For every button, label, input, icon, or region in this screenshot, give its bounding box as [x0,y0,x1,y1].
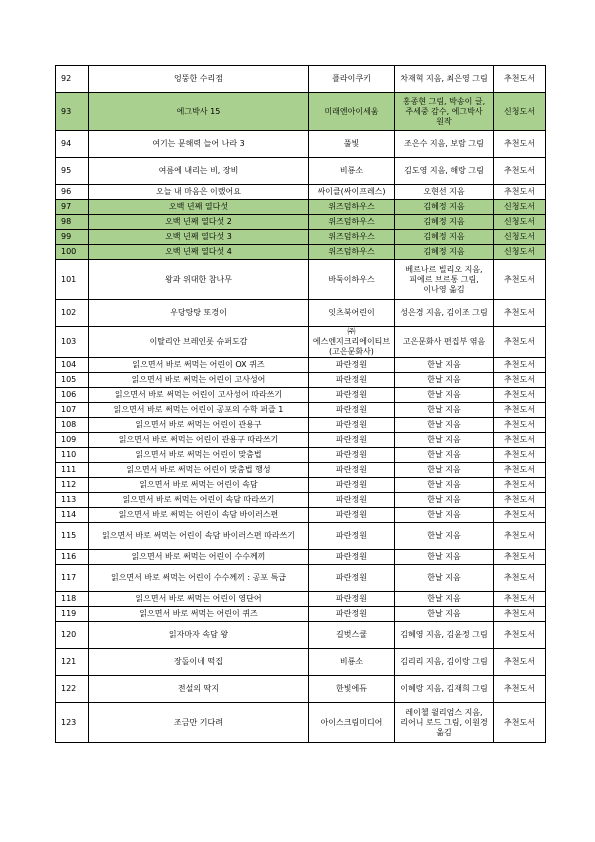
table-row [56,493,546,508]
table-row [56,622,546,649]
row-number: 106 [56,388,89,403]
book-publisher: 플라이쿠키 [309,66,395,93]
book-type: 추천도서 [494,508,546,523]
book-title: 읽으면서 바로 써먹는 어린이 맞춤법 [89,448,309,463]
book-publisher: 파란정원 [309,493,395,508]
book-title: 에그박사 15 [89,93,309,131]
table-row [56,158,546,185]
book-publisher: 파란정원 [309,550,395,565]
book-publisher: 미래엔아이세움 [309,93,395,131]
book-title: 읽으면서 바로 써먹는 어린이 속담 [89,478,309,493]
book-publisher: 파란정원 [309,403,395,418]
book-type: 추천도서 [494,260,546,300]
book-title: 여기는 문해력 늘어 나라 3 [89,131,309,158]
book-publisher: 길벗스쿨 [309,622,395,649]
book-title: 오백 년째 열다섯 2 [89,215,309,230]
book-title: 오늘 내 마음은 이랬어요 [89,185,309,200]
table-row [56,388,546,403]
book-publisher: 파란정원 [309,592,395,607]
book-title: 읽으면서 바로 써먹는 어린이 수수께끼 : 공포 특급 [89,565,309,592]
book-author: 한날 지음 [395,418,494,433]
book-publisher: 바둑이하우스 [309,260,395,300]
book-author: 김혜영 지음, 김윤정 그림 [395,622,494,649]
book-title: 읽으면서 바로 써먹는 어린이 관용구 따라쓰기 [89,433,309,448]
table-row [56,373,546,388]
row-number: 100 [56,245,89,260]
book-list-body [56,66,546,743]
row-number: 122 [56,676,89,703]
row-number: 97 [56,200,89,215]
book-type: 신청도서 [494,200,546,215]
table-row [56,245,546,260]
book-type: 추천도서 [494,327,546,358]
row-number: 95 [56,158,89,185]
book-publisher: 파란정원 [309,478,395,493]
table-row [56,215,546,230]
book-type: 추천도서 [494,131,546,158]
book-title: 조금만 기다려 [89,703,309,743]
book-type: 추천도서 [494,158,546,185]
book-title: 읽으면서 바로 써먹는 어린이 고사성어 [89,373,309,388]
book-author: 김혜정 지음 [395,200,494,215]
book-author: 한날 지음 [395,607,494,622]
book-author: 김혜정 지음 [395,215,494,230]
row-number: 119 [56,607,89,622]
book-author: 한날 지음 [395,523,494,550]
book-author: 한날 지음 [395,493,494,508]
row-number: 98 [56,215,89,230]
book-type: 추천도서 [494,523,546,550]
book-title: 오백 년째 열다섯 4 [89,245,309,260]
book-author: 김혜정 지음 [395,245,494,260]
book-type: 추천도서 [494,433,546,448]
book-type: 추천도서 [494,493,546,508]
row-number: 118 [56,592,89,607]
row-number: 92 [56,66,89,93]
row-number: 113 [56,493,89,508]
book-publisher: 파란정원 [309,607,395,622]
book-type: 추천도서 [494,185,546,200]
row-number: 115 [56,523,89,550]
row-number: 120 [56,622,89,649]
book-type: 추천도서 [494,703,546,743]
book-publisher: 파란정원 [309,463,395,478]
book-author: 이혜랑 지음, 김재희 그림 [395,676,494,703]
book-type: 추천도서 [494,358,546,373]
table-row [56,260,546,300]
book-type: 추천도서 [494,448,546,463]
book-title: 읽으면서 바로 써먹는 어린이 공포의 수학 퍼즐 1 [89,403,309,418]
row-number: 117 [56,565,89,592]
book-title: 읽으면서 바로 써먹는 어린이 고사성어 따라쓰기 [89,388,309,403]
book-author: 홍종현 그림, 박송이 글, 주세중 감수, 에그박사 원작 [395,93,494,131]
book-title: 오백 년째 열다섯 3 [89,230,309,245]
book-publisher: 파란정원 [309,388,395,403]
book-title: 엉뚱한 수리점 [89,66,309,93]
book-publisher: 비룡소 [309,649,395,676]
book-author: 조은수 지음, 보람 그림 [395,131,494,158]
row-number: 112 [56,478,89,493]
book-publisher: ㈜에스엔지크리에이티브(고은문화사) [309,327,395,358]
book-author: 한날 지음 [395,592,494,607]
table-row [56,66,546,93]
book-publisher: 파란정원 [309,565,395,592]
book-author: 한날 지음 [395,478,494,493]
book-type: 추천도서 [494,565,546,592]
book-title: 읽으면서 바로 써먹는 어린이 수수께끼 [89,550,309,565]
book-title: 읽으면서 바로 써먹는 어린이 속담 바이러스편 따라쓰기 [89,523,309,550]
row-number: 102 [56,300,89,327]
table-row [56,327,546,358]
book-publisher: 파란정원 [309,508,395,523]
row-number: 108 [56,418,89,433]
book-type: 추천도서 [494,300,546,327]
table-row [56,448,546,463]
table-row [56,463,546,478]
row-number: 94 [56,131,89,158]
book-title: 전설의 딱지 [89,676,309,703]
row-number: 121 [56,649,89,676]
book-title: 읽으면서 바로 써먹는 어린이 영단어 [89,592,309,607]
table-row [56,523,546,550]
book-author: 한날 지음 [395,550,494,565]
book-type: 추천도서 [494,66,546,93]
book-type: 추천도서 [494,592,546,607]
book-title: 읽으면서 바로 써먹는 어린이 OX 퀴즈 [89,358,309,373]
book-title: 읽자마자 속담 왕 [89,622,309,649]
book-author: 한날 지음 [395,508,494,523]
book-publisher: 파란정원 [309,448,395,463]
book-title: 우당탕탕 또경이 [89,300,309,327]
book-title: 왕과 위대한 참나무 [89,260,309,300]
table-row [56,230,546,245]
row-number: 96 [56,185,89,200]
book-publisher: 위즈덤하우스 [309,200,395,215]
row-number: 103 [56,327,89,358]
row-number: 99 [56,230,89,245]
book-title: 읽으면서 바로 써먹는 어린이 퀴즈 [89,607,309,622]
row-number: 107 [56,403,89,418]
book-title: 읽으면서 바로 써먹는 어린이 맞춤법 행성 [89,463,309,478]
book-title: 장돌이네 떡집 [89,649,309,676]
book-publisher: 파란정원 [309,523,395,550]
book-publisher: 파란정원 [309,433,395,448]
book-publisher: 파란정원 [309,358,395,373]
row-number: 111 [56,463,89,478]
book-type: 신청도서 [494,93,546,131]
book-type: 추천도서 [494,463,546,478]
table-row [56,607,546,622]
table-row [56,403,546,418]
book-title: 읽으면서 바로 써먹는 어린이 관용구 [89,418,309,433]
table-row [56,676,546,703]
row-number: 101 [56,260,89,300]
book-title: 이탈리안 브레인롯 슈퍼도감 [89,327,309,358]
book-author: 한날 지음 [395,373,494,388]
book-publisher: 아이스크림미디어 [309,703,395,743]
book-author: 성은경 지음, 김이조 그림 [395,300,494,327]
book-title: 여름에 내리는 비, 장비 [89,158,309,185]
table-row [56,185,546,200]
table-row [56,550,546,565]
book-type: 신청도서 [494,245,546,260]
book-publisher: 위즈덤하우스 [309,245,395,260]
table-row [56,433,546,448]
row-number: 105 [56,373,89,388]
row-number: 114 [56,508,89,523]
book-type: 추천도서 [494,403,546,418]
row-number: 104 [56,358,89,373]
row-number: 116 [56,550,89,565]
table-row [56,93,546,131]
book-author: 한날 지음 [395,403,494,418]
row-number: 109 [56,433,89,448]
book-publisher: 위즈덤하우스 [309,215,395,230]
book-type: 추천도서 [494,622,546,649]
book-author: 한날 지음 [395,358,494,373]
book-type: 추천도서 [494,550,546,565]
book-type: 추천도서 [494,649,546,676]
book-author: 김혜정 지음 [395,230,494,245]
book-author: 베르나르 빌리오 지음, 피에르 브르통 그림, 이나영 옮김 [395,260,494,300]
book-publisher: 위즈덤하우스 [309,230,395,245]
row-number: 93 [56,93,89,131]
book-author: 김도영 지음, 해랑 그림 [395,158,494,185]
book-author: 한날 지음 [395,463,494,478]
book-type: 추천도서 [494,418,546,433]
book-author: 고은문화사 편집부 엮음 [395,327,494,358]
book-type: 추천도서 [494,478,546,493]
book-author: 차재혁 지음, 최은영 그림 [395,66,494,93]
book-type: 추천도서 [494,373,546,388]
table-row [56,478,546,493]
book-author: 레이첼 윌리엄스 지음, 리어니 로드 그림, 이원경 옮김 [395,703,494,743]
book-type: 신청도서 [494,215,546,230]
book-type: 추천도서 [494,607,546,622]
book-publisher: 잇츠북어린이 [309,300,395,327]
table-row [56,131,546,158]
book-publisher: 한빛에듀 [309,676,395,703]
table-row [56,418,546,433]
book-type: 추천도서 [494,388,546,403]
book-publisher: 파란정원 [309,418,395,433]
row-number: 123 [56,703,89,743]
book-author: 한날 지음 [395,433,494,448]
book-type: 신청도서 [494,230,546,245]
book-list-table [55,65,546,743]
book-publisher: 풀빛 [309,131,395,158]
book-author: 한날 지음 [395,388,494,403]
book-type: 추천도서 [494,676,546,703]
table-row [56,200,546,215]
book-title: 오백 년째 열다섯 [89,200,309,215]
table-row [56,565,546,592]
book-publisher: 비룡소 [309,158,395,185]
table-row [56,592,546,607]
book-title: 읽으면서 바로 써먹는 어린이 속담 따라쓰기 [89,493,309,508]
book-publisher: 싸이클(싸이프레스) [309,185,395,200]
book-author: 한날 지음 [395,565,494,592]
book-author: 오현선 지음 [395,185,494,200]
book-author: 한날 지음 [395,448,494,463]
book-author: 김리리 지음, 김이랑 그림 [395,649,494,676]
table-row [56,703,546,743]
book-publisher: 파란정원 [309,373,395,388]
table-row [56,649,546,676]
row-number: 110 [56,448,89,463]
table-row [56,358,546,373]
book-title: 읽으면서 바로 써먹는 어린이 속담 바이러스편 [89,508,309,523]
table-row [56,300,546,327]
table-row [56,508,546,523]
